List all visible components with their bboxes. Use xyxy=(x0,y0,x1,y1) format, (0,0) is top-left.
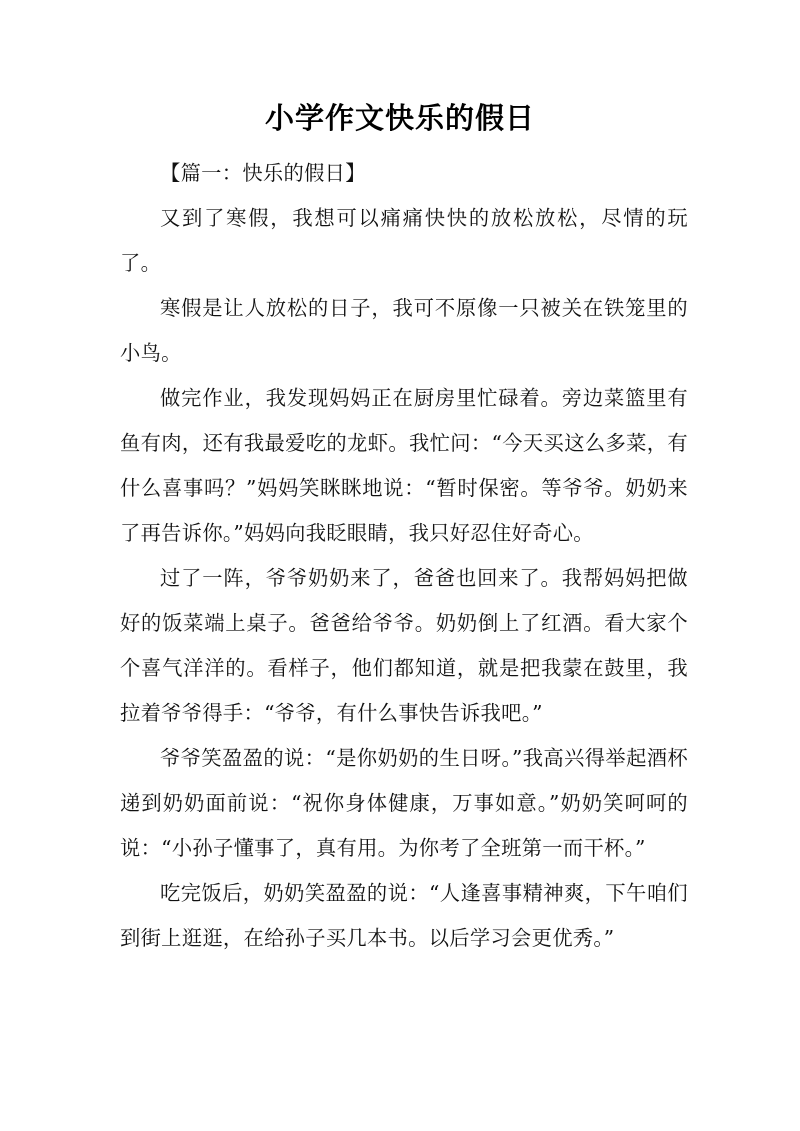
section-heading: 【篇一：快乐的假日】 xyxy=(160,161,366,185)
paragraph-4: 过了一阵，爷爷奶奶来了，爸爸也回来了。我帮妈妈把做好的饭菜端上桌子。爸爸给爷爷。奶奶倒上了红酒。看大家个个喜气洋洋的。看样子，他们都知道，就是把我蒙在鼓里，我拉着爷爷得手：“爷爷，有什么事快告诉我吧。” xyxy=(120,566,688,725)
paragraph-5: 爷爷笑盈盈的说：“是你奶奶的生日呀。”我高兴得举起酒杯递到奶奶面前说：“祝你身体健康，万事如意。”奶奶笑呵呵的说：“小孙子懂事了，真有用。为你考了全班第一而干杯。” xyxy=(120,746,688,860)
document-body xyxy=(120,151,688,961)
paragraph-1: 又到了寒假，我想可以痛痛快快的放松放松，尽情的玩了。 xyxy=(120,206,688,275)
paragraph-3: 做完作业，我发现妈妈正在厨房里忙碌着。旁边菜篮里有鱼有肉，还有我最爱吃的龙虾。我忙问：“今天买这么多菜，有什么喜事吗？”妈妈笑眯眯地说：“暂时保密。等爷爷。奶奶来了再告诉你。”妈妈向我眨眼睛，我只好忍住好奇心。 xyxy=(120,386,688,545)
paragraph-6: 吃完饭后，奶奶笑盈盈的说：“人逢喜事精神爽，下午咱们到街上逛逛，在给孙子买几本书。以后学习会更优秀。” xyxy=(120,881,688,950)
document-title: 小学作文快乐的假日 xyxy=(264,101,535,135)
paragraph-2: 寒假是让人放松的日子，我可不原像一只被关在铁笼里的小鸟。 xyxy=(120,296,688,365)
